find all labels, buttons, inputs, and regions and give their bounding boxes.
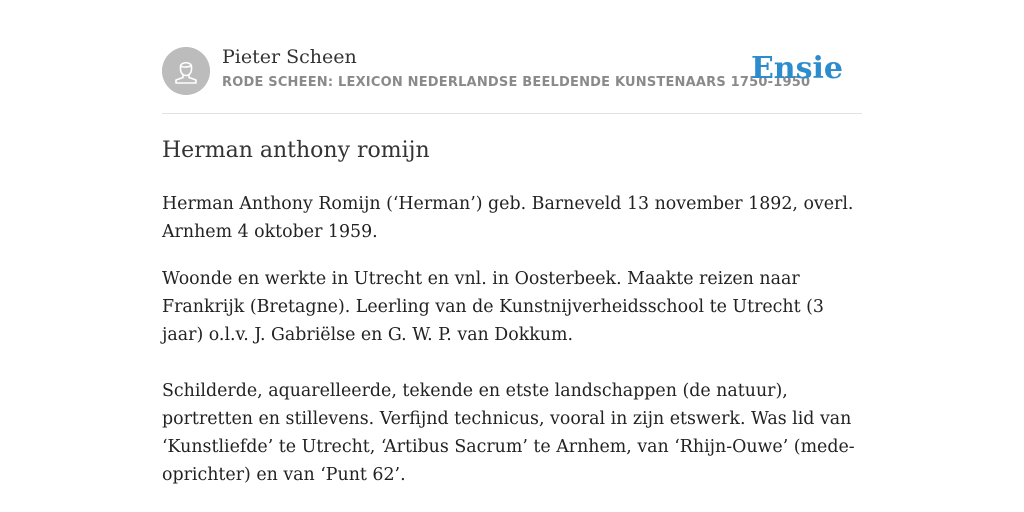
avatar[interactable] — [162, 47, 210, 95]
paragraph-1: Herman Anthony Romijn (‘Herman’) geb. Barneveld 13 november 1892, overl. Arnhem 4 oktober 1959. — [162, 194, 854, 242]
article-body — [162, 190, 862, 489]
page-container — [162, 0, 862, 485]
user-silhouette-icon — [162, 47, 210, 95]
paragraph-2: Woonde en werkte in Utrecht en vnl. in Oosterbeek. Maakte reizen naar Frankrijk (Bretagne). Leerling van de Kunstnijverheidsschool te Utrecht (3 jaar) o.l.v. J. Gabriëlse en G. W. P. van Dokkum. — [162, 269, 824, 345]
source-name[interactable]: RODE SCHEEN: LEXICON NEDERLANDSE BEELDENDE KUNSTENAARS 1750-1950 — [222, 75, 811, 90]
author-name[interactable]: Pieter Scheen — [222, 46, 357, 68]
page-title: Herman anthony romijn — [162, 138, 430, 163]
ensie-logo[interactable]: Ensie — [750, 51, 843, 86]
header — [162, 0, 862, 114]
paragraph-3: Schilderde, aquarelleerde, tekende en etste landschappen (de natuur), portretten en stillevens. Verfijnd technicus, vooral in zijn etswerk. Was lid van ‘Kunstliefde’ te Utrecht, ‘Artibus Sacrum’ te Arnhem, van ‘Rhijn-Ouwe’ (mede-oprichter) en van ‘Punt 62’. — [162, 381, 855, 485]
